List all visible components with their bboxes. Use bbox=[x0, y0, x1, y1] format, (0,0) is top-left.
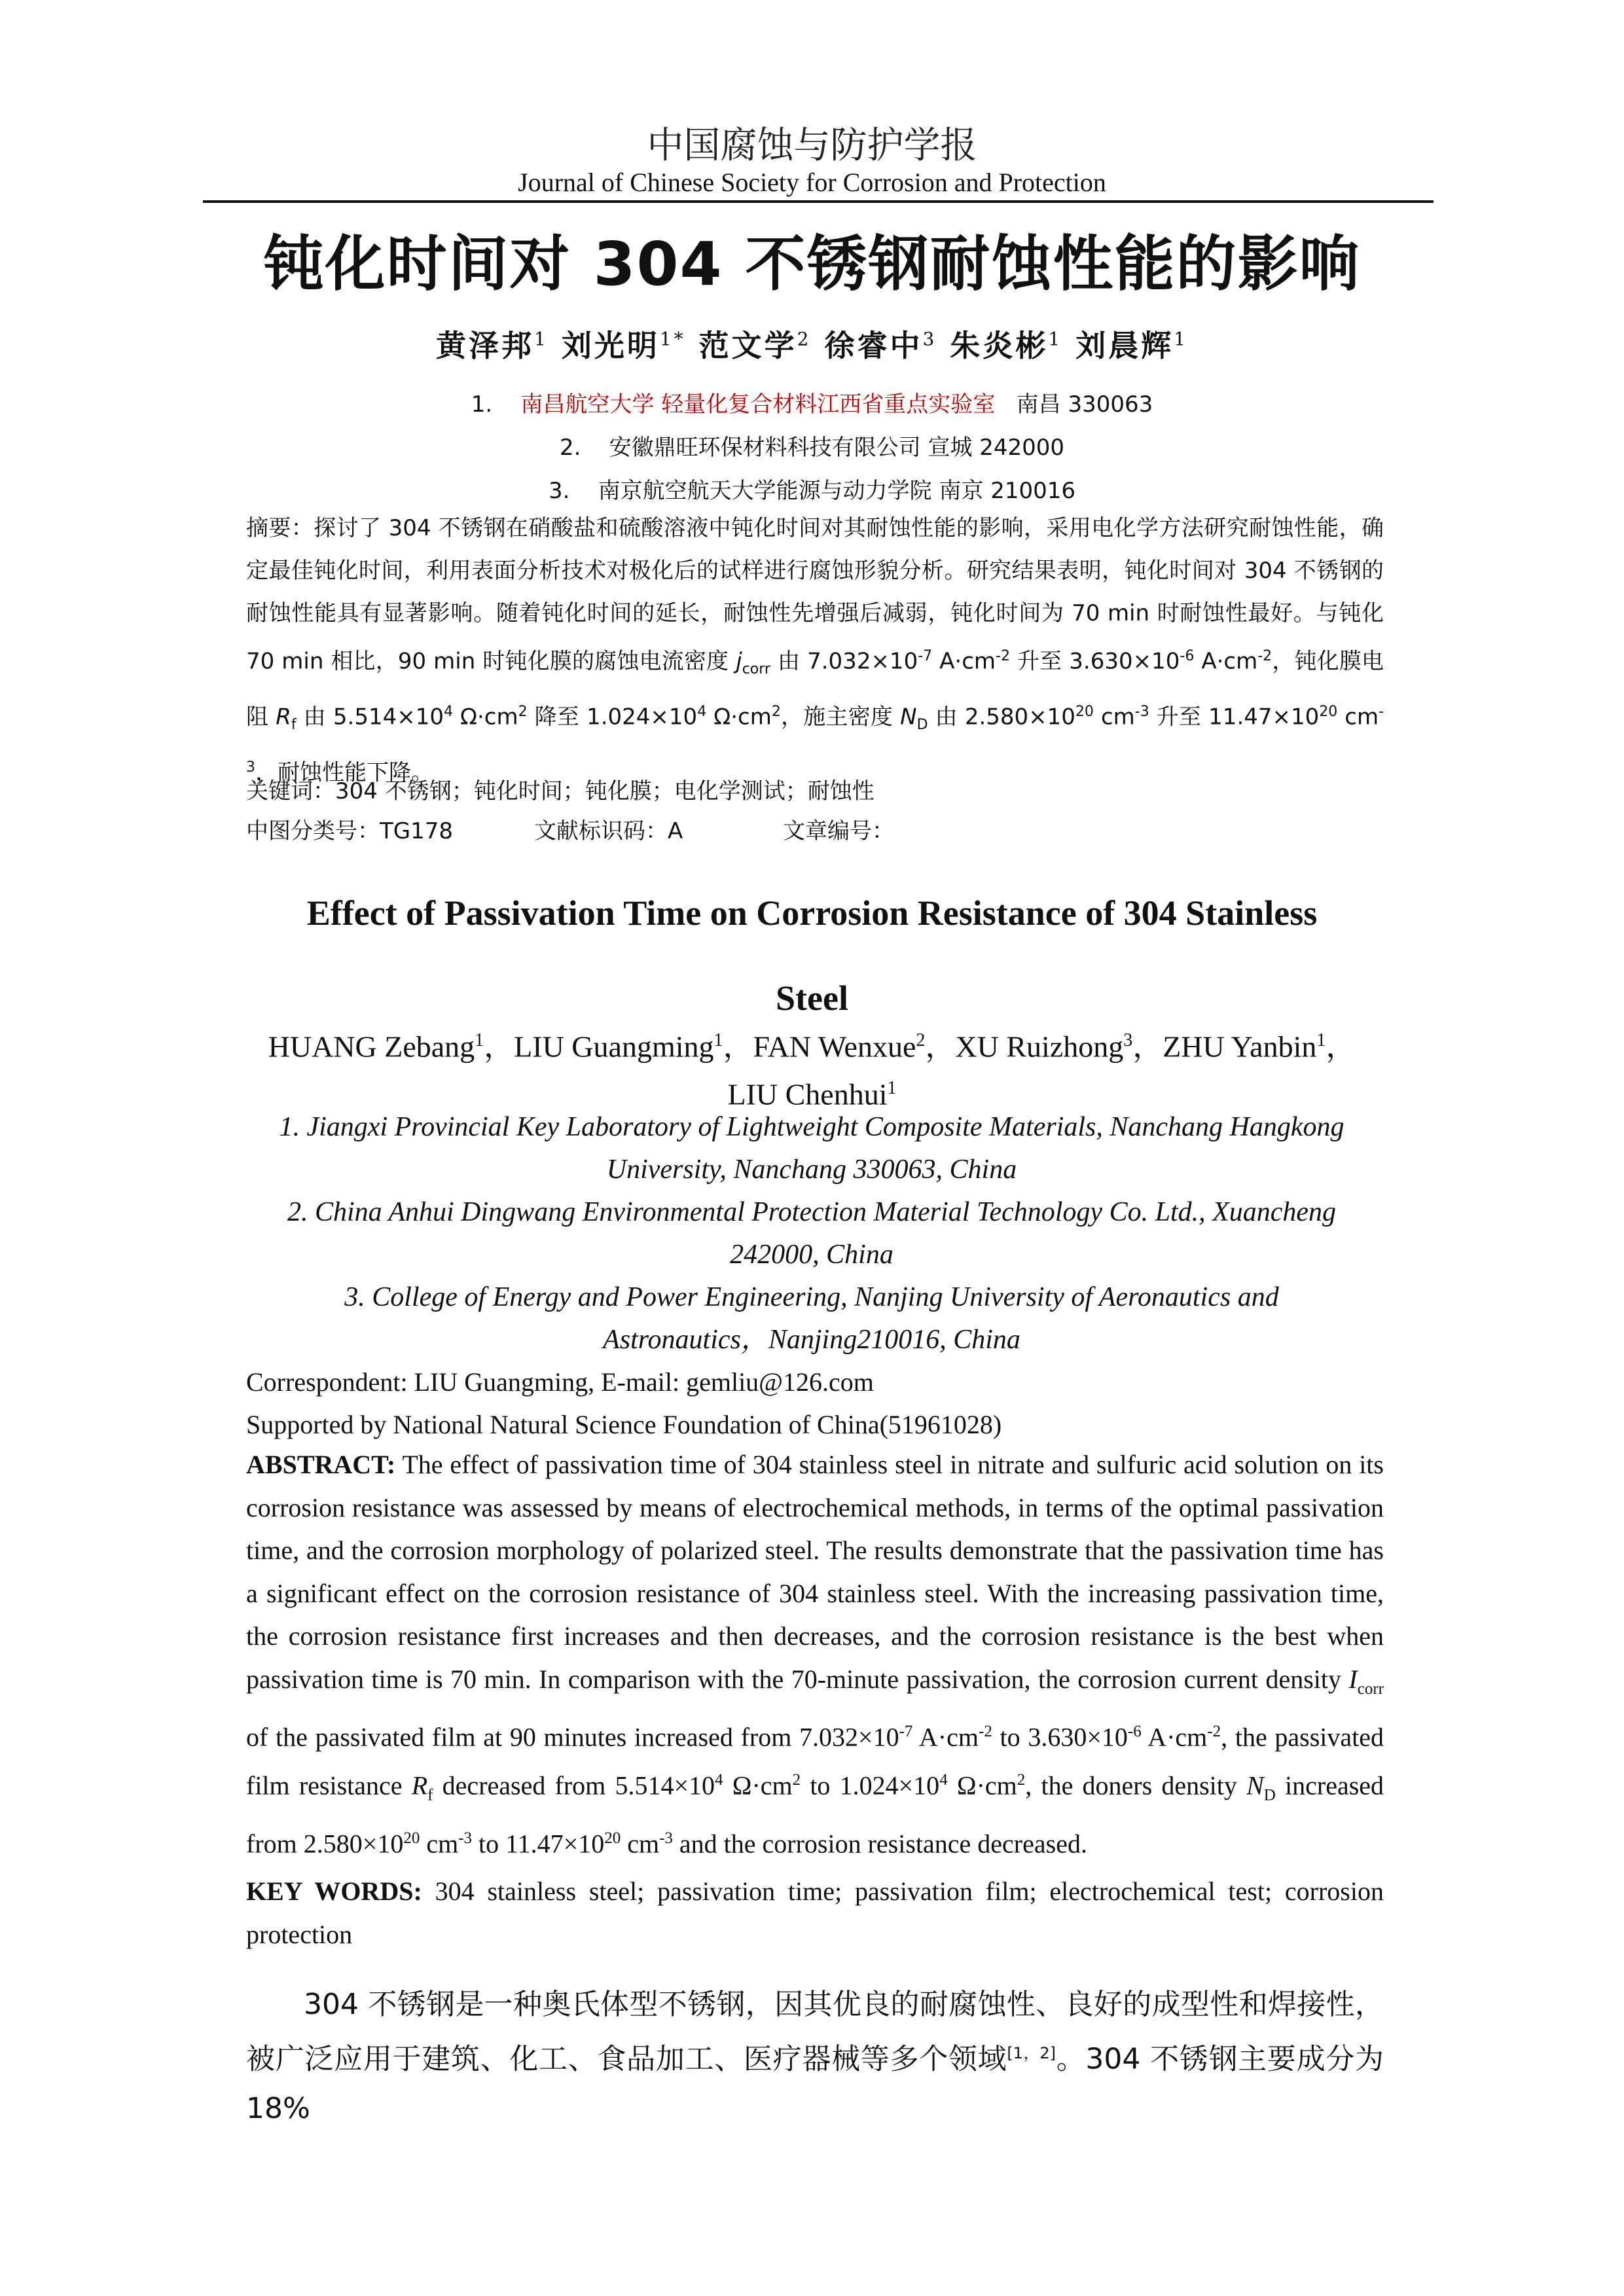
author-name: 刘晨辉 bbox=[1075, 328, 1174, 363]
abstract-text: 由 5.514×10 bbox=[296, 704, 444, 730]
separator: ， bbox=[484, 1030, 514, 1064]
abstract-text: 降至 1.024×10 bbox=[527, 704, 698, 730]
abstract-text: of the passivated film at 90 minutes increased from 7.032×10 bbox=[246, 1722, 899, 1752]
separator: ， bbox=[723, 1030, 753, 1064]
body-paragraph bbox=[246, 1980, 1384, 2133]
symbol: N bbox=[1246, 1770, 1264, 1801]
article-number: 文章编号： bbox=[783, 818, 894, 844]
symbol: j bbox=[736, 648, 742, 675]
superscript: 20 bbox=[403, 1829, 420, 1847]
affiliation-line: 3. College of Energy and Power Engineering, Nanjing University of Aeronautics and bbox=[344, 1282, 1279, 1312]
affiliation-line: 242000, China bbox=[730, 1240, 893, 1270]
abstract-label-cn: 摘要： bbox=[246, 515, 314, 541]
author-name: HUANG Zebang bbox=[268, 1030, 475, 1064]
keywords-label-en: KEY WORDS: bbox=[246, 1876, 422, 1906]
superscript: 20 bbox=[604, 1829, 621, 1847]
superscript: -2 bbox=[1257, 648, 1272, 664]
superscript: -7 bbox=[918, 648, 933, 664]
author-name: 范文学 bbox=[698, 328, 797, 363]
superscript: -3 bbox=[246, 704, 1384, 776]
affiliation-number: 1. bbox=[471, 391, 493, 418]
affiliation-cn-1 bbox=[0, 386, 1624, 418]
abstract-text: cm bbox=[1337, 704, 1379, 730]
author-name: 朱炎彬 bbox=[950, 328, 1049, 363]
correspondent: Correspondent: LIU Guangming, E-mail: gemliu@126.com bbox=[246, 1367, 874, 1397]
subscript: f bbox=[427, 1786, 433, 1804]
abstract-text: A·cm bbox=[932, 648, 996, 675]
abstract-text: A·cm bbox=[1141, 1722, 1208, 1752]
affiliation-en-1 bbox=[216, 1106, 1407, 1191]
header-rule bbox=[203, 200, 1434, 203]
abstract-text: Ω·cm bbox=[947, 1770, 1017, 1801]
superscript: 2 bbox=[1017, 1770, 1026, 1789]
subscript: f bbox=[291, 717, 297, 734]
affiliation-line: University, Nanchang 330063, China bbox=[606, 1155, 1017, 1185]
author-mark: 3 bbox=[922, 328, 937, 350]
superscript: -6 bbox=[1127, 1723, 1142, 1740]
abstract-text: A·cm bbox=[1194, 648, 1258, 675]
abstract-en bbox=[246, 1443, 1384, 1865]
superscript: 2 bbox=[518, 704, 528, 721]
symbol: R bbox=[411, 1770, 428, 1801]
separator: ， bbox=[1326, 1030, 1356, 1064]
abstract-text: The effect of passivation time of 304 stainless steel in nitrate and sulfuric acid solution on its corrosion resistance was assessed by means of electrochemical methods, in terms of the optimal passivation time, and the corrosion morphology of polarized steel. The results demonstrate that the passivation time has a significant effect on the corrosion resistance of 304 stainless steel. With the increasing passivation time, the corrosion resistance first increases and then decreases, and the corrosion resistance is the best when passivation time is 70 min. In comparison with the 70-minute passivation, the corrosion current density bbox=[246, 1450, 1384, 1694]
superscript: -7 bbox=[899, 1723, 913, 1740]
paper-title-en bbox=[0, 870, 1624, 1041]
affiliation-text: 南昌 330063 bbox=[1016, 391, 1153, 418]
superscript: 2 bbox=[792, 1770, 801, 1789]
affiliation-line: 1. Jiangxi Provincial Key Laboratory of Lightweight Composite Materials, Nanchang Hangkong bbox=[279, 1112, 1344, 1142]
author-mark: 1* bbox=[659, 328, 686, 350]
affiliation-highlight: 南昌航空大学 轻量化复合材料江西省重点实验室 bbox=[520, 391, 996, 418]
separator: ， bbox=[925, 1030, 956, 1064]
author-list-en bbox=[0, 1020, 1624, 1116]
abstract-text: cm bbox=[420, 1828, 459, 1858]
abstract-text: decreased from 5.514×10 bbox=[433, 1770, 715, 1801]
affiliation-number: 2. bbox=[559, 435, 581, 461]
separator: ， bbox=[1132, 1030, 1163, 1064]
author-name: LIU Chenhui bbox=[727, 1077, 888, 1111]
author-name: LIU Guangming bbox=[514, 1030, 714, 1064]
symbol: N bbox=[900, 704, 917, 730]
body-text: 。304 不锈钢主要成分为 18% bbox=[246, 2042, 1384, 2125]
superscript: -3 bbox=[659, 1829, 673, 1847]
abstract-text: 升至 3.630×10 bbox=[1009, 648, 1180, 675]
author-mark: 3 bbox=[1123, 1030, 1133, 1050]
abstract-text: Ω·cm bbox=[723, 1770, 793, 1801]
abstract-text: ，施主密度 bbox=[780, 704, 901, 730]
author-name: XU Ruizhong bbox=[955, 1030, 1124, 1064]
superscript: -2 bbox=[1207, 1723, 1221, 1740]
symbol: I bbox=[1348, 1664, 1358, 1694]
abstract-text: ，耐蚀性能下降。 bbox=[255, 759, 433, 786]
superscript: 4 bbox=[697, 704, 707, 721]
author-name: FAN Wenxue bbox=[753, 1030, 916, 1064]
affiliation-cn-2 bbox=[0, 429, 1624, 461]
author-mark: 1 bbox=[1048, 328, 1063, 350]
subscript: D bbox=[1263, 1786, 1276, 1804]
abstract-text: cm bbox=[1093, 704, 1135, 730]
document-code: 文献标识码：A bbox=[534, 818, 683, 844]
author-mark: 1 bbox=[887, 1078, 897, 1099]
paper-title-cn: 钝化时间对 304 不锈钢耐蚀性能的影响 bbox=[263, 229, 1361, 299]
abstract-text: A·cm bbox=[912, 1722, 979, 1752]
abstract-cn bbox=[246, 507, 1384, 795]
abstract-text: to 1.024×10 bbox=[801, 1770, 940, 1801]
superscript: 20 bbox=[1319, 704, 1338, 721]
abstract-text: increased from 2.580×10 bbox=[246, 1770, 1384, 1858]
superscript: -3 bbox=[458, 1829, 473, 1847]
superscript: -2 bbox=[996, 648, 1010, 664]
author-name: 黄泽邦 bbox=[435, 328, 534, 363]
superscript: 4 bbox=[443, 704, 453, 721]
affiliation-line: Astronautics，Nanjing210016, China bbox=[603, 1325, 1020, 1355]
superscript: 20 bbox=[1075, 704, 1094, 721]
citation: [1，2] bbox=[1007, 2044, 1056, 2062]
abstract-text: cm bbox=[621, 1828, 660, 1858]
affiliation-en-3 bbox=[216, 1276, 1407, 1361]
author-mark: 2 bbox=[797, 328, 812, 350]
affiliation-text: 安徽鼎旺环保材料科技有限公司 宣城 242000 bbox=[609, 435, 1065, 461]
funding-note: Supported by National Natural Science Foundation of China(51961028) bbox=[246, 1410, 1002, 1439]
author-mark: 1 bbox=[1316, 1030, 1326, 1050]
abstract-text: 升至 11.47×10 bbox=[1149, 704, 1320, 730]
affiliation-line: 2. China Anhui Dingwang Environmental Protection Material Technology Co. Ltd., Xuancheng bbox=[287, 1197, 1337, 1227]
affiliation-number: 3. bbox=[548, 478, 570, 504]
author-mark: 1 bbox=[1174, 328, 1189, 350]
author-mark: 1 bbox=[533, 328, 549, 350]
author-line bbox=[0, 1020, 1624, 1067]
superscript: -3 bbox=[1134, 704, 1149, 721]
author-mark: 1 bbox=[475, 1030, 484, 1050]
title-en-line: Steel bbox=[776, 978, 848, 1018]
abstract-text: 由 7.032×10 bbox=[770, 648, 918, 675]
abstract-text: 探讨了 304 不锈钢在硝酸盐和硫酸溶液中钝化时间对其耐蚀性能的影响，采用电化学方法研究耐蚀性能，确定最佳钝化时间，利用表面分析技术对极化后的试样进行腐蚀形貌分析。研究结果表明，钝化时间对 304 不锈钢的耐蚀性能具有显著影响。随着钝化时间的延长，耐蚀性先增强后减弱，钝化时间为 70 min 时耐蚀性最好。与钝化 70 min 相比，90 min 时钝化膜的腐蚀电流密度 bbox=[246, 515, 1384, 675]
superscript: -2 bbox=[979, 1723, 992, 1740]
abstract-label-en: ABSTRACT: bbox=[246, 1450, 396, 1479]
abstract-text: and the corrosion resistance decreased. bbox=[672, 1828, 1087, 1858]
superscript: 4 bbox=[939, 1770, 948, 1789]
affiliation-cn-3 bbox=[0, 473, 1624, 505]
keywords-cn: 关键词：304 不锈钢；钝化时间；钝化膜；电化学测试；耐蚀性 bbox=[246, 778, 875, 804]
superscript: -6 bbox=[1180, 648, 1195, 664]
author-name: 刘光明 bbox=[561, 328, 660, 363]
affiliation-en-2 bbox=[216, 1191, 1407, 1276]
classification-row bbox=[246, 813, 894, 845]
author-mark: 2 bbox=[916, 1030, 926, 1050]
body-text: 304 不锈钢是一种奥氏体型不锈钢，因其优良的耐腐蚀性、良好的成型性和焊接性，被广泛应用于建筑、化工、食品加工、医疗器械等多个领域 bbox=[246, 1988, 1384, 2076]
abstract-text: , the passivated film resistance bbox=[246, 1722, 1384, 1801]
abstract-text: Ω·cm bbox=[452, 704, 518, 730]
clc-number: 中图分类号：TG178 bbox=[246, 818, 454, 844]
abstract-text: , the doners density bbox=[1025, 1770, 1247, 1801]
keywords-text: 304 stainless steel; passivation time; passivation film; electrochemical test; corrosion protection bbox=[246, 1876, 1384, 1949]
subscript: corr bbox=[742, 661, 770, 678]
author-mark: 1 bbox=[713, 1030, 723, 1050]
symbol: R bbox=[276, 704, 291, 730]
abstract-text: to 3.630×10 bbox=[992, 1722, 1128, 1752]
keywords-en bbox=[246, 1870, 1384, 1956]
author-list-cn bbox=[0, 322, 1624, 365]
journal-name-en: Journal of Chinese Society for Corrosion and Protection bbox=[518, 168, 1106, 197]
author-name: ZHU Yanbin bbox=[1163, 1030, 1317, 1064]
subscript: corr bbox=[1357, 1679, 1384, 1698]
subscript: D bbox=[916, 717, 928, 734]
superscript: 4 bbox=[715, 1770, 723, 1789]
abstract-text: to 11.47×10 bbox=[472, 1828, 605, 1858]
author-name: 徐睿中 bbox=[824, 328, 923, 363]
abstract-text: ，钝化膜电阻 bbox=[246, 648, 1384, 730]
title-en-line: Effect of Passivation Time on Corrosion Resistance of 304 Stainless bbox=[306, 893, 1318, 933]
affiliation-text: 南京航空航天大学能源与动力学院 南京 210016 bbox=[598, 478, 1076, 504]
abstract-text: 由 2.580×10 bbox=[928, 704, 1075, 730]
superscript: 2 bbox=[771, 704, 781, 721]
journal-name-cn: 中国腐蚀与防护学报 bbox=[647, 124, 977, 167]
abstract-text: Ω·cm bbox=[706, 704, 772, 730]
